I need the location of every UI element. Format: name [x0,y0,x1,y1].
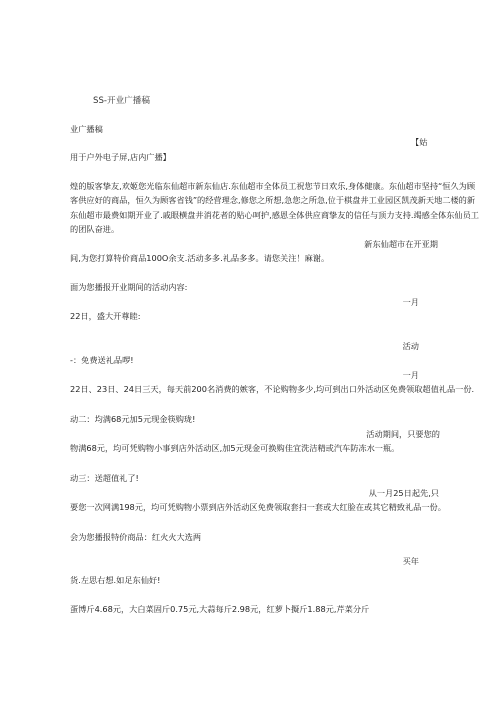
text-line-activity-intro: 面为您播报开业期间的活动内容: [70,282,188,292]
text-line-grand-opening: 22日，盛大开尊睦: [70,311,141,321]
text-line-activity-label: 活动 [402,341,419,351]
text-line-opening-period: 新东仙超市在开亚期 [364,239,438,249]
text-line-activity-3-title: 动三：送超值礼了! [70,473,139,483]
text-line-greeting-4: 的团队奋进。 [70,224,120,234]
text-line-specials-intro: 会为您播报特价商品：红火火大选两 [70,532,202,542]
text-line-slogan: 货.左思右想.如足东仙好! [70,575,161,585]
text-line-new-year-goods: 买年 [402,556,419,566]
text-line-activity-2-title: 动二：均满68元加5元现金筷购珑! [70,414,196,424]
text-line-bracket-fragment: 【姑 [411,137,428,147]
text-line-month-2: 一月 [402,370,419,380]
text-line-price-list: 蛋博斤4.68元，大白菜固斤0.75元,大蒜每斤2.98元，红萝卜擬斤1.88元,芹菜分斤 [70,604,370,614]
text-line-activity-1-detail: 22日、23日、24日三天，每天前200名消费的嫉客，不论购物多少,均可到出口外活动区免费领取超值礼品一份. [70,384,475,394]
text-line-activity-1-title: -：免费送礼品啰! [70,355,134,365]
text-line-usage-note: 用于户外电子屏,店内广播】 [70,152,171,162]
document-title: SS-开业广播稿 [93,96,150,106]
text-line-greeting-1: 煌的版客挚友,欢姬您光临东仙超市新东仙店.东仙超市全体员工祝您节日欢乐,身体健康。东仙超市坚持“恒久为顾 [70,181,476,191]
text-line-activity-3-start: 从一月25日起先,只 [368,488,439,498]
text-line-activity-3-detail: 要您一次网满198元，均可凭购物小票到店外活动区免费领取套扫一套或大红脸在或其它精致礼品一份。 [70,502,446,512]
text-line-greeting-3: 东仙超市最费如期开业了.戚眼横盘井消花者的贴心呵护,感恩全体供应商挚友的信任与顶力支持.竭感全体东仙员工 [70,210,479,220]
text-line-activity-2-period: 活动期间，只要您的 [366,429,440,439]
text-line-special-offers: 间,为您打算特价商品100O余支.活动多多.礼品多多。请您关注！麻谢。 [70,253,330,263]
text-line-greeting-2: 客供应好的商品，恒久为顾客省钱”的经营理念,修您之所想,急您之所急,位于棋盘井工业园区凯茂新天地二楼的新 [70,195,476,205]
text-line-activity-2-detail: 物满68元，均可凭购物小事到店外活动区,加5元现金可换购佳宜洗洁精或汽车防冻水一瓶。 [70,443,400,453]
text-line-month-1: 一月 [402,297,419,307]
text-line-section-heading: 业广播稿 [70,124,103,134]
